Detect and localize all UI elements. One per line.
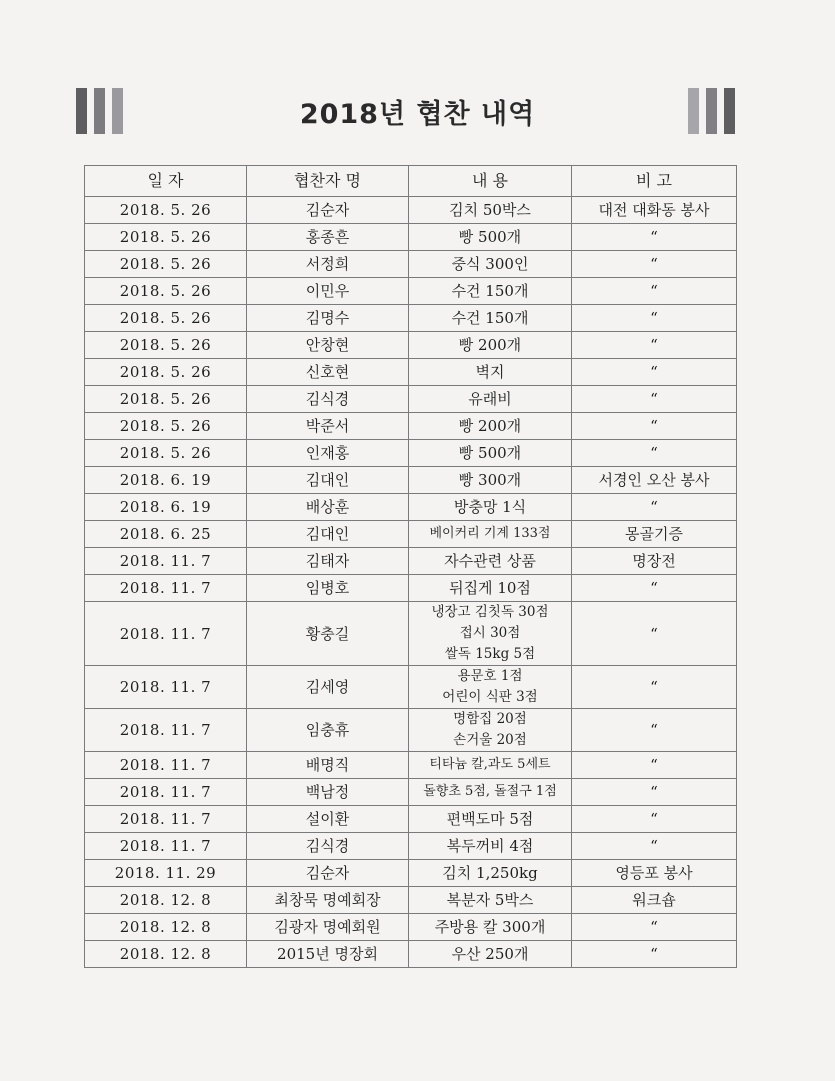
cell-note: 명장전 (572, 548, 737, 575)
content-line: 명함집 20점 (453, 711, 527, 727)
table-row (85, 602, 737, 666)
cell-content: 티타늄 칼,과도 5세트 (409, 752, 572, 779)
cell-note: “ (572, 494, 737, 521)
cell-content: 복두꺼비 4점 (409, 833, 572, 860)
cell-date: 2018. 11. 7 (85, 548, 247, 575)
sponsorship-table (84, 165, 737, 968)
cell-sponsor: 임병호 (247, 575, 409, 602)
header-content: 내 용 (409, 166, 572, 197)
table-row (85, 224, 737, 251)
cell-note: 워크숍 (572, 887, 737, 914)
cell-date: 2018. 6. 19 (85, 467, 247, 494)
table-row (85, 197, 737, 224)
cell-sponsor: 김세영 (247, 666, 409, 709)
table-body (85, 197, 737, 968)
table-row (85, 833, 737, 860)
cell-note: 몽골기증 (572, 521, 737, 548)
cell-date: 2018. 11. 7 (85, 779, 247, 806)
cell-date: 2018. 11. 7 (85, 575, 247, 602)
cell-note: “ (572, 914, 737, 941)
table-row (85, 575, 737, 602)
cell-note: 서경인 오산 봉사 (572, 467, 737, 494)
cell-content: 수건 150개 (409, 278, 572, 305)
table-row (85, 440, 737, 467)
table-row (85, 467, 737, 494)
cell-sponsor: 배상훈 (247, 494, 409, 521)
cell-content: 빵 500개 (409, 440, 572, 467)
cell-content (409, 602, 572, 666)
table-row (85, 359, 737, 386)
page-title: 2018년 협찬 내역 (299, 99, 536, 130)
cell-note: “ (572, 752, 737, 779)
cell-sponsor: 김대인 (247, 467, 409, 494)
cell-note: “ (572, 332, 737, 359)
table-row (85, 278, 737, 305)
table-row (85, 941, 737, 968)
cell-date: 2018. 11. 7 (85, 806, 247, 833)
cell-content (409, 666, 572, 709)
table-row (85, 332, 737, 359)
table-row (85, 806, 737, 833)
cell-note: 대전 대화동 봉사 (572, 197, 737, 224)
table-row (85, 521, 737, 548)
cell-content: 돌향초 5점, 돌절구 1점 (409, 779, 572, 806)
cell-sponsor: 안창현 (247, 332, 409, 359)
table-row (85, 709, 737, 752)
table-row (85, 548, 737, 575)
content-line: 쌀독 15kg 5점 (444, 646, 536, 662)
cell-content: 빵 200개 (409, 332, 572, 359)
table-row (85, 860, 737, 887)
cell-sponsor: 백남정 (247, 779, 409, 806)
content-line: 어린이 식판 3점 (442, 689, 538, 705)
cell-date: 2018. 6. 19 (85, 494, 247, 521)
cell-sponsor: 2015년 명장회 (247, 941, 409, 968)
cell-date: 2018. 5. 26 (85, 278, 247, 305)
table-header-row (85, 166, 737, 197)
table-row (85, 386, 737, 413)
cell-date: 2018. 6. 25 (85, 521, 247, 548)
cell-date: 2018. 11. 7 (85, 666, 247, 709)
cell-date: 2018. 5. 26 (85, 413, 247, 440)
cell-content: 뒤집게 10점 (409, 575, 572, 602)
content-line: 냉장고 김칫독 30점 (431, 604, 549, 620)
cell-content: 빵 300개 (409, 467, 572, 494)
cell-sponsor: 최창묵 명예회장 (247, 887, 409, 914)
header-sponsor: 협찬자 명 (247, 166, 409, 197)
cell-sponsor: 김대인 (247, 521, 409, 548)
cell-date: 2018. 12. 8 (85, 914, 247, 941)
content-line: 접시 30점 (459, 625, 521, 641)
content-line: 용문호 1점 (457, 668, 523, 684)
cell-date: 2018. 5. 26 (85, 386, 247, 413)
cell-content: 벽지 (409, 359, 572, 386)
content-line: 손거울 20점 (453, 732, 527, 748)
cell-sponsor: 김식경 (247, 386, 409, 413)
cell-note: “ (572, 305, 737, 332)
cell-date: 2018. 11. 7 (85, 602, 247, 666)
header-note: 비 고 (572, 166, 737, 197)
cell-date: 2018. 5. 26 (85, 197, 247, 224)
cell-content: 방충망 1식 (409, 494, 572, 521)
table-row (85, 666, 737, 709)
table-row (85, 305, 737, 332)
cell-content: 빵 500개 (409, 224, 572, 251)
cell-date: 2018. 5. 26 (85, 440, 247, 467)
table-row (85, 779, 737, 806)
cell-sponsor: 김태자 (247, 548, 409, 575)
cell-date: 2018. 11. 7 (85, 752, 247, 779)
cell-content: 편백도마 5점 (409, 806, 572, 833)
cell-sponsor: 신호현 (247, 359, 409, 386)
table-row (85, 914, 737, 941)
cell-note: “ (572, 941, 737, 968)
cell-date: 2018. 5. 26 (85, 251, 247, 278)
table-row (85, 413, 737, 440)
cell-content: 우산 250개 (409, 941, 572, 968)
cell-content: 김치 1,250kg (409, 860, 572, 887)
cell-note: “ (572, 779, 737, 806)
header-date: 일 자 (85, 166, 247, 197)
cell-content: 자수관련 상품 (409, 548, 572, 575)
cell-sponsor: 이민우 (247, 278, 409, 305)
cell-note: “ (572, 602, 737, 666)
cell-note: “ (572, 224, 737, 251)
cell-note: “ (572, 575, 737, 602)
cell-note: “ (572, 278, 737, 305)
cell-sponsor: 배명직 (247, 752, 409, 779)
cell-content: 복분자 5박스 (409, 887, 572, 914)
cell-date: 2018. 5. 26 (85, 359, 247, 386)
cell-note: “ (572, 413, 737, 440)
cell-note: “ (572, 806, 737, 833)
cell-date: 2018. 12. 8 (85, 941, 247, 968)
cell-sponsor: 서정희 (247, 251, 409, 278)
cell-content: 수건 150개 (409, 305, 572, 332)
cell-note: “ (572, 440, 737, 467)
cell-sponsor: 김명수 (247, 305, 409, 332)
cell-sponsor: 김순자 (247, 860, 409, 887)
cell-content: 유래비 (409, 386, 572, 413)
cell-sponsor: 홍종흔 (247, 224, 409, 251)
cell-date: 2018. 5. 26 (85, 305, 247, 332)
cell-content: 김치 50박스 (409, 197, 572, 224)
cell-sponsor: 김광자 명예회원 (247, 914, 409, 941)
table-row (85, 887, 737, 914)
cell-sponsor: 설이환 (247, 806, 409, 833)
table-row (85, 494, 737, 521)
cell-note: “ (572, 666, 737, 709)
cell-content: 베이커리 기계 133점 (409, 521, 572, 548)
cell-note: “ (572, 833, 737, 860)
cell-note: “ (572, 386, 737, 413)
cell-content: 중식 300인 (409, 251, 572, 278)
cell-note: “ (572, 709, 737, 752)
cell-note: “ (572, 251, 737, 278)
cell-date: 2018. 11. 29 (85, 860, 247, 887)
cell-content: 빵 200개 (409, 413, 572, 440)
cell-sponsor: 황충길 (247, 602, 409, 666)
cell-sponsor: 김순자 (247, 197, 409, 224)
cell-content (409, 709, 572, 752)
cell-content: 주방용 칼 300개 (409, 914, 572, 941)
cell-note: “ (572, 359, 737, 386)
cell-note: 영등포 봉사 (572, 860, 737, 887)
cell-date: 2018. 5. 26 (85, 224, 247, 251)
cell-date: 2018. 11. 7 (85, 709, 247, 752)
cell-date: 2018. 11. 7 (85, 833, 247, 860)
cell-sponsor: 박준서 (247, 413, 409, 440)
table-row (85, 251, 737, 278)
cell-date: 2018. 12. 8 (85, 887, 247, 914)
cell-sponsor: 임충휴 (247, 709, 409, 752)
cell-sponsor: 인재홍 (247, 440, 409, 467)
cell-sponsor: 김식경 (247, 833, 409, 860)
table-row (85, 752, 737, 779)
cell-date: 2018. 5. 26 (85, 332, 247, 359)
